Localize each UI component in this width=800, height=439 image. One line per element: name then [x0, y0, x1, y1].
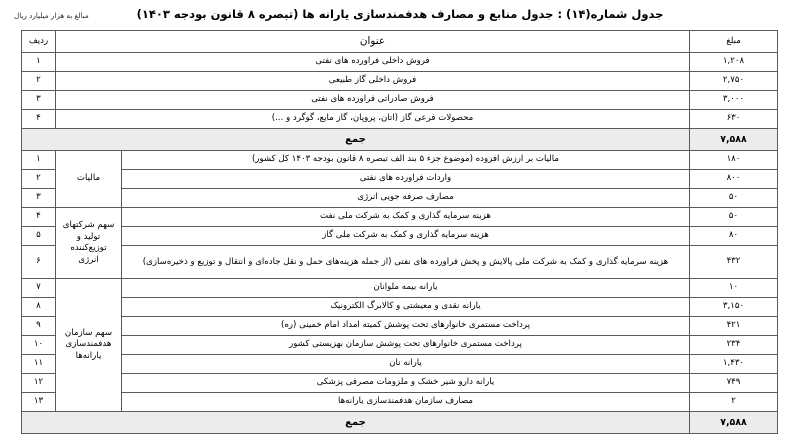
- table-row: [21, 393, 777, 412]
- cell-title: فروش صادراتی فراورده های نفتی: [55, 91, 689, 110]
- cell-title: فروش داخلی فراورده های نفتی: [55, 53, 689, 72]
- cell-amount: ۱,۲۰۸: [690, 53, 778, 72]
- cell-title: هزینه سرمایه گذاری و کمک به شرکت ملی پالایش و پخش فراورده های نفتی (از جمله هزینه‌های حمل و نقل جاده‌ای و انتقال و توزیع و ذخیره‌سازی): [122, 246, 690, 279]
- cell-rownum: ۹: [21, 317, 55, 336]
- cell-group-label: سهم شرکتهای تولید و توزیع‌کننده انرژی: [55, 208, 121, 279]
- cell-rownum: ۱: [21, 151, 55, 170]
- cell-title: مالیات بر ارزش افزوده (موضوع جزء ۵ بند الف تبصره ۸ قانون بودجه ۱۴۰۳ کل کشور): [122, 151, 690, 170]
- table-header: [21, 31, 777, 53]
- table-row: [21, 72, 777, 91]
- table-row: [21, 279, 777, 298]
- cell-rownum: ۸: [21, 298, 55, 317]
- cell-amount: ۵۰: [690, 208, 778, 227]
- cell-amount: ۲: [690, 393, 778, 412]
- cell-amount: ۸۰۰: [690, 170, 778, 189]
- document-header: [0, 0, 800, 30]
- cell-rownum: ۴: [21, 110, 55, 129]
- cell-amount: ۱۸۰: [690, 151, 778, 170]
- cell-title: مصارف صرفه جویی انرژی: [122, 189, 690, 208]
- cell-title: یارانه دارو شیر خشک و ملزومات مصرفی پزشکی: [122, 374, 690, 393]
- table-row: [21, 336, 777, 355]
- cell-rownum: ۵: [21, 227, 55, 246]
- cell-rownum: ۳: [21, 91, 55, 110]
- table-header-row: [21, 31, 777, 53]
- cell-amount: ۷۴۹: [690, 374, 778, 393]
- cell-rownum: ۲: [21, 72, 55, 91]
- cell-amount: ۱,۴۳۰: [690, 355, 778, 374]
- column-header-title: عنوان: [55, 31, 689, 53]
- cell-sum-amount: ۷,۵۸۸: [690, 412, 778, 434]
- table-row: [21, 170, 777, 189]
- cell-rownum: ۷: [21, 279, 55, 298]
- cell-title: یارانه نقدی و معیشتی و کالابرگ الکترونیک: [122, 298, 690, 317]
- table-row: [21, 246, 777, 279]
- cell-amount: ۴۲۱: [690, 317, 778, 336]
- cell-title: هزینه سرمایه گذاری و کمک به شرکت ملی گاز: [122, 227, 690, 246]
- cell-amount: ۵۰: [690, 189, 778, 208]
- cell-rownum: ۴: [21, 208, 55, 227]
- column-header-amount: مبلغ: [690, 31, 778, 53]
- table-row: [21, 227, 777, 246]
- table-body: [21, 53, 777, 434]
- cell-amount: ۳,۱۵۰: [690, 298, 778, 317]
- cell-rownum: ۳: [21, 189, 55, 208]
- cell-title: هزینه سرمایه گذاری و کمک به شرکت ملی نفت: [122, 208, 690, 227]
- cell-group-label: مالیات: [55, 151, 121, 208]
- cell-amount: ۸۰: [690, 227, 778, 246]
- cell-rownum: ۱۳: [21, 393, 55, 412]
- cell-title: پرداخت مستمری خانوارهای تحت پوشش کمیته امداد امام خمینی (ره): [122, 317, 690, 336]
- cell-title: یارانه بیمه ملوانان: [122, 279, 690, 298]
- resources-sum-row: [21, 129, 777, 151]
- cell-rownum: ۶: [21, 246, 55, 279]
- cell-rownum: ۱۰: [21, 336, 55, 355]
- cell-amount: ۲,۷۵۰: [690, 72, 778, 91]
- cell-sum-label: جمع: [21, 129, 689, 151]
- cell-amount: ۴۳۲: [690, 246, 778, 279]
- table-row: [21, 53, 777, 72]
- cell-title: مصارف سازمان هدفمندسازی یارانه‌ها: [122, 393, 690, 412]
- column-header-rownum: ردیف: [21, 31, 55, 53]
- cell-rownum: ۲: [21, 170, 55, 189]
- budget-table: [21, 30, 778, 434]
- cell-rownum: ۱۲: [21, 374, 55, 393]
- table-row: [21, 374, 777, 393]
- cell-title: فروش داخلی گاز طبیعی: [55, 72, 689, 91]
- expenditures-sum-row: [21, 412, 777, 434]
- cell-title: پرداخت مستمری خانوارهای تحت پوشش سازمان بهزیستی کشور: [122, 336, 690, 355]
- table-row: [21, 91, 777, 110]
- cell-amount: ۳,۰۰۰: [690, 91, 778, 110]
- cell-title: واردات فراورده های نفتی: [122, 170, 690, 189]
- table-row: [21, 110, 777, 129]
- cell-amount: ۱۰: [690, 279, 778, 298]
- cell-group-label: سهم سازمان هدفمندسازی یارانه‌ها: [55, 279, 121, 412]
- table-row: [21, 189, 777, 208]
- page-title: جدول شماره(۱۴) : جدول منابع و مصارف هدفمندسازی یارانه ها (تبصره ۸ قانون بودجه ۱۴۰۳): [136, 7, 664, 21]
- cell-sum-amount: ۷,۵۸۸: [690, 129, 778, 151]
- cell-rownum: ۱: [21, 53, 55, 72]
- budget-table-wrapper: [22, 30, 778, 434]
- cell-rownum: ۱۱: [21, 355, 55, 374]
- cell-title: یارانه نان: [122, 355, 690, 374]
- cell-amount: ۶۳۰: [690, 110, 778, 129]
- cell-sum-label: جمع: [21, 412, 689, 434]
- cell-amount: ۲۳۴: [690, 336, 778, 355]
- unit-note: مبالغ به هزار میلیارد ریال: [14, 11, 89, 20]
- cell-title: محصولات فرعی گاز (اتان، پروپان، گاز مایع، گوگرد و ...): [55, 110, 689, 129]
- table-row: [21, 317, 777, 336]
- table-row: [21, 208, 777, 227]
- table-row: [21, 298, 777, 317]
- table-row: [21, 151, 777, 170]
- table-row: [21, 355, 777, 374]
